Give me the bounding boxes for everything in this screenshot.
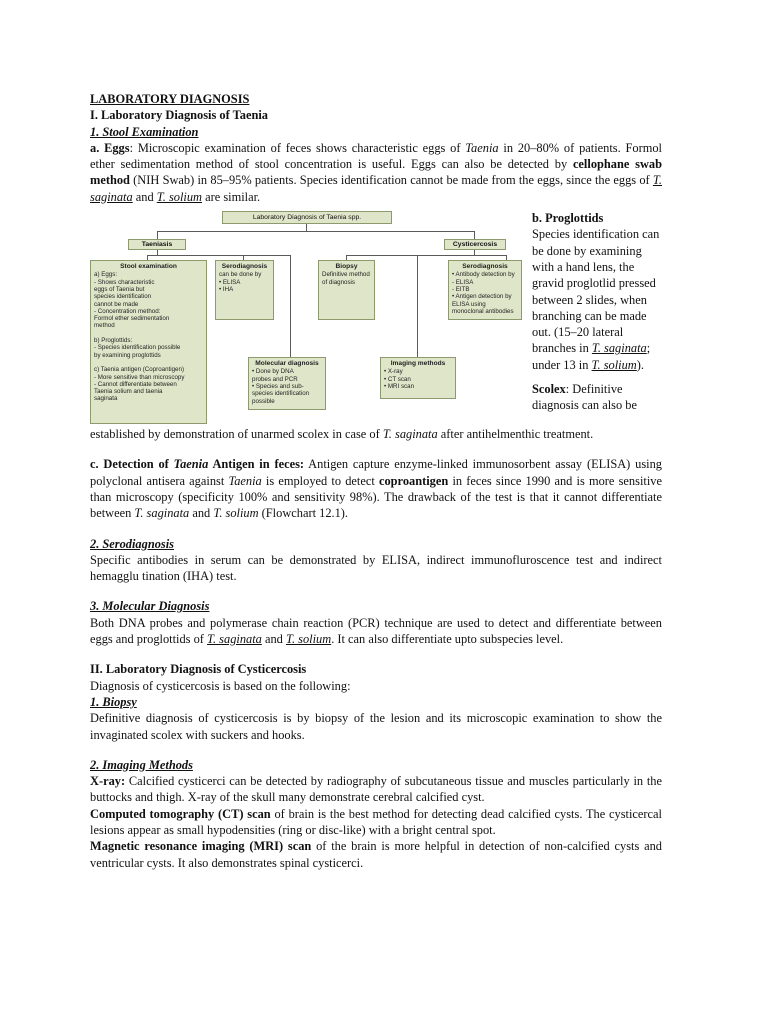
section-2-intro: Diagnosis of cysticercosis is based on the following: (90, 678, 351, 693)
species-saginata: T. saginata (207, 632, 262, 647)
flowchart-biopsy-box (318, 260, 375, 320)
cy-sero-box-line: - EITB (452, 285, 470, 293)
antigen-paragraph (90, 456, 662, 521)
biopsy-box-line: Definitive method (322, 271, 370, 279)
stool-box-line: - Shows characteristic (94, 278, 155, 286)
imaging-box-title: Imaging methods (390, 360, 446, 368)
flowchart-molecular-box (248, 357, 326, 410)
scolex-text-1: : Definitive diagnosis can also be (532, 382, 637, 413)
molecular-box-line: possible (252, 397, 275, 405)
biopsy-text: Definitive diagnosis of cysticercosis is by biopsy of the lesion and its microscopic examination to show the invaginated scolex with suckers and hooks. (90, 711, 662, 742)
stool-box-line: by examining proglottids (94, 351, 161, 359)
eggs-text-3: (NIH Swab) in 85–95% patients. Species identification cannot be made from the eggs, since the eggs of (129, 173, 653, 188)
biopsy-box-line: of diagnosis (322, 278, 356, 286)
stool-box-line: c) Taenia antigen (Coproantigen) (94, 366, 185, 374)
proglottids-text-1: Species identification can be done by examining with a hand lens, the gravid proglotlid pressed between 2 slides, when branching can be made out. (15–20 lateral branches in (532, 227, 660, 356)
stool-exam-title: 1. Stool Examination (90, 124, 199, 139)
species-saginata: T. saginata (134, 506, 190, 521)
stool-box-line: method (94, 322, 115, 330)
antigen-and: and (189, 506, 214, 521)
flowchart (90, 210, 522, 426)
imaging-box-line: • X-ray (384, 368, 403, 376)
proglottids-paragraph (532, 226, 664, 373)
species-solium: T. solium (285, 632, 332, 647)
proglottids-text-3: ). (636, 357, 644, 372)
coproantigen-term: coproantigen (378, 473, 449, 488)
flowchart-sero-box (215, 260, 274, 320)
scolex-text-2: established by demonstration of unarmed scolex in case of (90, 427, 383, 442)
eggs-taenia: Taenia (465, 140, 499, 155)
molecular-box-line: • Done by DNA (252, 368, 294, 376)
flowchart-and-proglottids (90, 210, 662, 426)
molecular-box-line: species identification (252, 390, 310, 398)
flowchart-imaging-box (380, 357, 456, 399)
stool-box-line: Taenia solium and taenia (94, 388, 163, 396)
cy-sero-box-line: ELISA using (452, 300, 486, 308)
ct-paragraph (90, 806, 662, 839)
eggs-label: a. Eggs (90, 140, 130, 155)
stool-box-line: - Cannot differentiate between (94, 380, 177, 388)
molecular-box-line: probes and PCR (252, 375, 298, 383)
stool-box-line: Formol ether sedimentation (94, 315, 170, 323)
stool-box-title: Stool examination (120, 263, 177, 271)
document-page (90, 91, 662, 871)
eggs-text-4: are similar. (202, 189, 261, 204)
stool-box-line: - Concentration method: (94, 307, 161, 315)
cy-sero-box-line: • Antigen detection by (452, 293, 512, 301)
cy-sero-box-line: - ELISA (452, 278, 474, 286)
imaging-box-line: • CT scan (384, 375, 411, 383)
species-solium: T. solium (156, 189, 202, 204)
proglottids-text-2: ; under 13 in (532, 341, 651, 372)
stool-box-spacer (94, 330, 203, 337)
stool-box-spacer (94, 359, 203, 366)
section-1-title: I. Laboratory Diagnosis of Taenia (90, 108, 268, 123)
ct-text: of brain is the best method for detecting dead calcified cysts. The cysticercal lesions appear as small hypodensities (ring or disc-like) with a bright central spot. (90, 806, 662, 838)
flowchart-title: Laboratory Diagnosis of Taenia spp. (222, 211, 392, 224)
flowchart-stool-box (90, 260, 207, 424)
scolex-text-3: after antihelmenthic treatment. (437, 427, 594, 442)
eggs-text-1: : Microscopic examination of feces shows characteristic eggs of (129, 140, 466, 155)
cellophane-swab-term: cellophane swab method (90, 157, 663, 188)
stool-box-line: eggs of Taenia but (94, 285, 145, 293)
stool-box-line: - More sensitive than microscopy (94, 373, 185, 381)
molecular-text-1: Both DNA probes and polymerase chain reaction (PCR) technique are used to detect and differentiate between eggs and proglottids of (90, 615, 662, 647)
eggs-and: and (132, 189, 157, 204)
xray-paragraph (90, 773, 662, 806)
sero-box-line: • IHA (219, 285, 234, 293)
biopsy-title: 1. Biopsy (90, 694, 137, 709)
species-solium: T. solium (591, 357, 637, 372)
scolex-continuation (90, 426, 662, 442)
serodiagnosis-text: Specific antibodies in serum can be demonstrated by ELISA, indirect immunofluroscence test and indirect hemagglu tination (IHA) test. (90, 552, 662, 584)
flowchart-taeniasis: Taeniasis (128, 239, 186, 250)
antigen-text-4: (Flowchart 12.1). (258, 506, 349, 521)
scolex-label: Scolex (532, 382, 566, 397)
section-2-title: II. Laboratory Diagnosis of Cysticercosis (90, 662, 307, 677)
antigen-text-1: Antigen capture enzyme-linked immunosorbent assay (ELISA) using polyclonal antisera against (90, 457, 662, 488)
antigen-text-3: in feces since 1990 and is more sensitive than microscopy (specificity 100% and sensitivity 98%). The drawback of the test is that it cannot differentiate between (90, 473, 662, 521)
species-saginata: T. saginata (90, 173, 662, 204)
xray-text: Calcified cysticerci can be detected by radiography of subcutaneous tissue and muscles particularly in the buttocks and thigh. X-ray of the skull many demonstrate cerebral calcified cyst. (90, 774, 662, 805)
molecular-box-line: • Species and sub- (252, 382, 304, 390)
sero-box-line: can be done by (219, 271, 262, 279)
molecular-paragraph (90, 615, 662, 648)
mri-text: of the brain is more helpful in detection of non-calcified cysts and ventricular cysts. It also demonstrates spinal cysticerci. (90, 839, 663, 870)
proglottids-column (532, 210, 664, 414)
stool-box-line: b) Proglottids: (94, 337, 133, 345)
stool-box-line: species identification (94, 293, 152, 301)
species-saginata: T. saginata (591, 341, 647, 356)
eggs-paragraph (90, 140, 662, 205)
stool-box-line: cannot be made (94, 300, 139, 308)
molecular-box-title: Molecular diagnosis (255, 360, 319, 368)
flowchart-cysticercosis: Cysticercosis (444, 239, 506, 250)
xray-label: X-ray: (90, 774, 126, 789)
stool-box-line: saginata (94, 395, 118, 403)
ct-label: Computed tomography (CT) scan (90, 806, 271, 821)
antigen-label-taenia: Taenia (173, 457, 209, 472)
species-solium: T. solium (213, 506, 259, 521)
species-saginata: T. saginata (382, 427, 438, 442)
sero-box-title: Serodiagnosis (221, 263, 268, 271)
stool-box-line: - Species identification possible (94, 344, 181, 352)
stool-box-line: a) Eggs: (94, 271, 118, 279)
antigen-label-b: Antigen in feces: (208, 457, 305, 472)
imaging-box-line: • MRI scan (384, 382, 415, 390)
cy-sero-box-title: Serodiagnosis (462, 263, 508, 271)
sero-box-line: • ELISA (219, 278, 241, 286)
biopsy-box-title: Biopsy (335, 263, 358, 271)
eggs-text-2: in 20–80% of patients. Formol ether sedimentation method of stool concentration is useful. Eggs can also be detected by (90, 140, 662, 172)
cy-sero-box-line: monoclonal antibodies (452, 307, 514, 315)
molecular-text-2: . It can also differentiate upto subspecies level. (331, 632, 564, 647)
serodiagnosis-title: 2. Serodiagnosis (90, 536, 174, 551)
antigen-text-2: is employed to detect (261, 473, 379, 488)
mri-paragraph (90, 838, 662, 871)
proglottids-label: b. Proglottids (532, 211, 604, 226)
scolex-paragraph (532, 381, 664, 414)
molecular-title: 3. Molecular Diagnosis (90, 599, 210, 614)
cy-sero-box-line: • Antibody detection by (452, 271, 515, 279)
molecular-and: and (261, 632, 286, 647)
mri-label: Magnetic resonance imaging (MRI) scan (90, 839, 312, 854)
imaging-title: 2. Imaging Methods (90, 757, 193, 772)
flowchart-cysticercosis-sero-box (448, 260, 522, 320)
main-heading: LABORATORY DIAGNOSIS (90, 92, 250, 106)
antigen-label-a: c. Detection of (90, 457, 174, 472)
antigen-taenia: Taenia (228, 473, 262, 488)
